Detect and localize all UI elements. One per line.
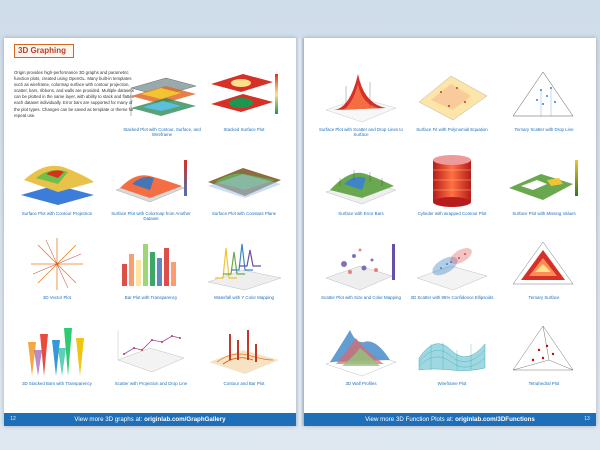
page-number: 12 [10, 416, 16, 422]
caption: 3D Wall Profiles [345, 381, 377, 386]
caption: Ternary Scatter with Drop Line [514, 127, 574, 132]
scatter-drop-thumbnail [320, 66, 402, 126]
surface-errorbars-thumbnail [320, 150, 402, 210]
gallery-item-wireframe[interactable] [407, 320, 497, 400]
stacked-bars-thumbnail [16, 320, 98, 380]
left-page [4, 38, 296, 426]
caption: Surface Fit with Polynomial Equation [416, 127, 488, 132]
caption: Surface Plot with Scatter and Drop Lines to Surface [319, 127, 403, 138]
gallery-item-size-color-scatter[interactable] [316, 234, 406, 314]
caption: Surface with Error Bars [338, 211, 384, 216]
footer-text [22, 413, 278, 426]
bar-transparency-thumbnail [110, 234, 192, 294]
caption: Surface Plot with Contour Projection [21, 211, 93, 216]
gallery-item-ellipsoids[interactable] [407, 234, 497, 314]
colormap-surface-thumbnail [110, 150, 192, 210]
left-footer [4, 413, 296, 426]
gallery-item-vector-plot[interactable] [12, 234, 102, 314]
ellipsoids-thumbnail [411, 234, 493, 294]
gallery-item-ternary-surface[interactable] [499, 234, 589, 314]
caption: Tetrahedral Plot [528, 381, 560, 386]
caption: Stacked Surface Plot [223, 127, 265, 132]
surface-fit-thumbnail [411, 66, 493, 126]
gallery-item-contour-bar[interactable] [199, 320, 289, 400]
functions-link[interactable]: originlab.com/3DFunctions [455, 416, 535, 423]
gallery-item-surface-errorbars[interactable] [316, 150, 406, 230]
gallery-item-bar-transparency[interactable] [106, 234, 196, 314]
cylinder-thumbnail [411, 150, 493, 210]
caption: Wireframe Plot [437, 381, 467, 386]
gallery-item-cylinder[interactable] [407, 150, 497, 230]
caption: Scatter Plot with Size and Color Mapping [321, 295, 401, 300]
gallery-item-surface-fit[interactable] [407, 66, 497, 146]
caption: Bar Plot with Transparency [124, 295, 178, 300]
caption: Cylinder with wrapped Contour Plot [417, 211, 487, 216]
wireframe-thumbnail [411, 320, 493, 380]
wall-profiles-thumbnail [320, 320, 402, 380]
footer-label: View more 3D Function Plots at: [365, 416, 456, 423]
page-fold [296, 38, 304, 426]
right-page [304, 38, 596, 426]
caption: Stacked Plot with Contour, Surface, and Wireframe [123, 127, 201, 138]
gallery-item-scatter-projection[interactable] [106, 320, 196, 400]
footer-text [322, 413, 578, 426]
caption: Surface Plot with Colormap from Another Dataset [111, 211, 191, 222]
footer-label: View more 3D graphs at: [74, 416, 145, 423]
caption: Surface Plot with Missing Values [512, 211, 576, 216]
gallery-item-contour-projection[interactable] [12, 150, 102, 230]
stacked-contour-thumbnail [121, 66, 203, 126]
gallery-item-stacked-surface[interactable] [199, 66, 289, 146]
intro-paragraph: Origin provides high-performance 3D graphs and parametric function plots, created using OpenGL. Many built-in templates such as wireframe, colormap surface with contour projection, scatter, bars, ribbons, and walls are provided. Multiple datasets can be plotted in the same layer, with ability to stack and flatten each dataset individually. Error bars are supported for many of the plot types. Changes can be saved as template or theme for repeat use. [14, 70, 135, 118]
contour-bar-thumbnail [203, 320, 285, 380]
gallery-item-waterfall[interactable] [199, 234, 289, 314]
constant-plane-thumbnail [203, 150, 285, 210]
gallery-link[interactable]: originlab.com/GraphGallery [144, 416, 226, 423]
stacked-surface-thumbnail [203, 66, 285, 126]
section-title: 3D Graphing [14, 44, 74, 58]
gallery-item-stacked-contour[interactable] [117, 66, 207, 146]
gallery-item-scatter-drop[interactable] [316, 66, 406, 146]
gallery-item-missing-values[interactable] [499, 150, 589, 230]
size-color-scatter-thumbnail [320, 234, 402, 294]
caption: 3D Stacked Bars with Transparency [22, 381, 92, 386]
gallery-item-tetrahedral[interactable] [499, 320, 589, 400]
gallery-item-stacked-bars[interactable] [12, 320, 102, 400]
scatter-projection-thumbnail [110, 320, 192, 380]
gallery-item-ternary-scatter[interactable] [499, 66, 589, 146]
caption: 3D Vector Plot [42, 295, 72, 300]
contour-projection-thumbnail [16, 150, 98, 210]
caption: Surface Plot with Constant Plane [211, 211, 277, 216]
gallery-item-constant-plane[interactable] [199, 150, 289, 230]
page-number: 13 [584, 416, 590, 422]
ternary-scatter-thumbnail [503, 66, 585, 126]
right-footer [304, 413, 596, 426]
caption: Waterfall with Y Color Mapping [214, 295, 274, 300]
caption: Contour and Bar Plot [223, 381, 265, 386]
caption: Ternary Surface [528, 295, 560, 300]
caption: 3D Scatter with 95% Confidence Ellipsoids [410, 295, 494, 300]
missing-values-thumbnail [503, 150, 585, 210]
caption: Scatter with Projection and Drop Line [114, 381, 188, 386]
gallery-item-colormap-surface[interactable] [106, 150, 196, 230]
gallery-item-wall-profiles[interactable] [316, 320, 406, 400]
ternary-surface-thumbnail [503, 234, 585, 294]
vector-plot-thumbnail [16, 234, 98, 294]
waterfall-thumbnail [203, 234, 285, 294]
tetrahedral-thumbnail [503, 320, 585, 380]
